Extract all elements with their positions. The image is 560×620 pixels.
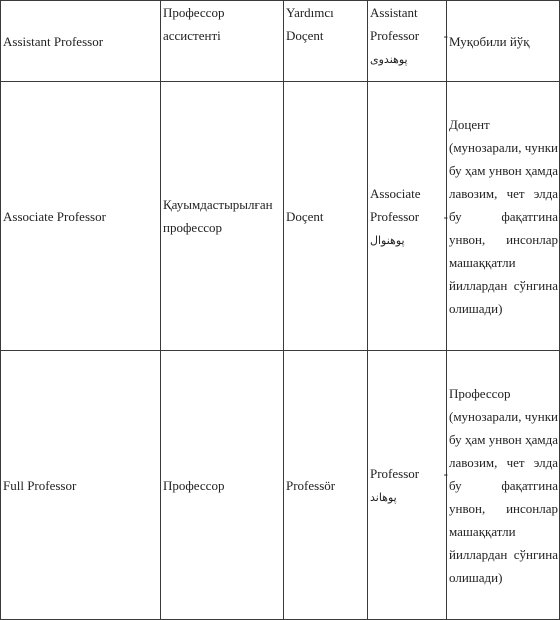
dash-mark: -	[443, 28, 448, 43]
pashto-line-1: Assistant	[370, 5, 418, 20]
dash-mark: -	[443, 208, 448, 224]
cell-kazakh: Профессор	[161, 351, 284, 620]
table-row	[1, 351, 560, 620]
pashto-script: پوهنوال	[370, 233, 405, 247]
pashto-line-1: Professor -	[370, 462, 445, 485]
table-row	[1, 1, 560, 82]
dash-mark: -	[443, 466, 448, 481]
pashto-line-2: Professor -	[370, 205, 445, 228]
cell-uzbek: Муқобили йўқ	[447, 1, 560, 82]
pashto-script: پوهندوی	[370, 53, 408, 66]
cell-english: Assistant Professor	[1, 1, 161, 82]
cell-english: Associate Professor	[1, 82, 161, 351]
cell-pashto	[368, 351, 447, 620]
cell-pashto	[368, 82, 447, 351]
cell-uzbek: Профессор (мунозарали, чунки бу ҳам унвон ҳамда лавозим, чет элда бу фақатгина унвон, инсонлар машаққатли йиллардан сўнгина олишади)	[447, 351, 560, 620]
cell-turkish: Professör	[284, 351, 368, 620]
cell-uzbek: Доцент (мунозарали, чунки бу ҳам унвон ҳамда лавозим, чет элда бу фақатгина унвон, инсонлар машаққатли йиллардан сўнгина олишади)	[447, 82, 560, 351]
pashto-script: پوهاند	[370, 491, 397, 504]
cell-turkish: Doçent	[284, 82, 368, 351]
cell-pashto	[368, 1, 447, 82]
table-row	[1, 82, 560, 351]
cell-english: Full Professor	[1, 351, 161, 620]
pashto-line-1: Associate	[370, 185, 421, 201]
cell-kazakh: Профессор ассистенті	[161, 1, 284, 82]
pashto-line-2: Professor -	[370, 24, 445, 47]
cell-kazakh: Қауымдастырылған профессор	[161, 82, 284, 351]
cell-turkish: Yardımcı Doçent	[284, 1, 368, 82]
